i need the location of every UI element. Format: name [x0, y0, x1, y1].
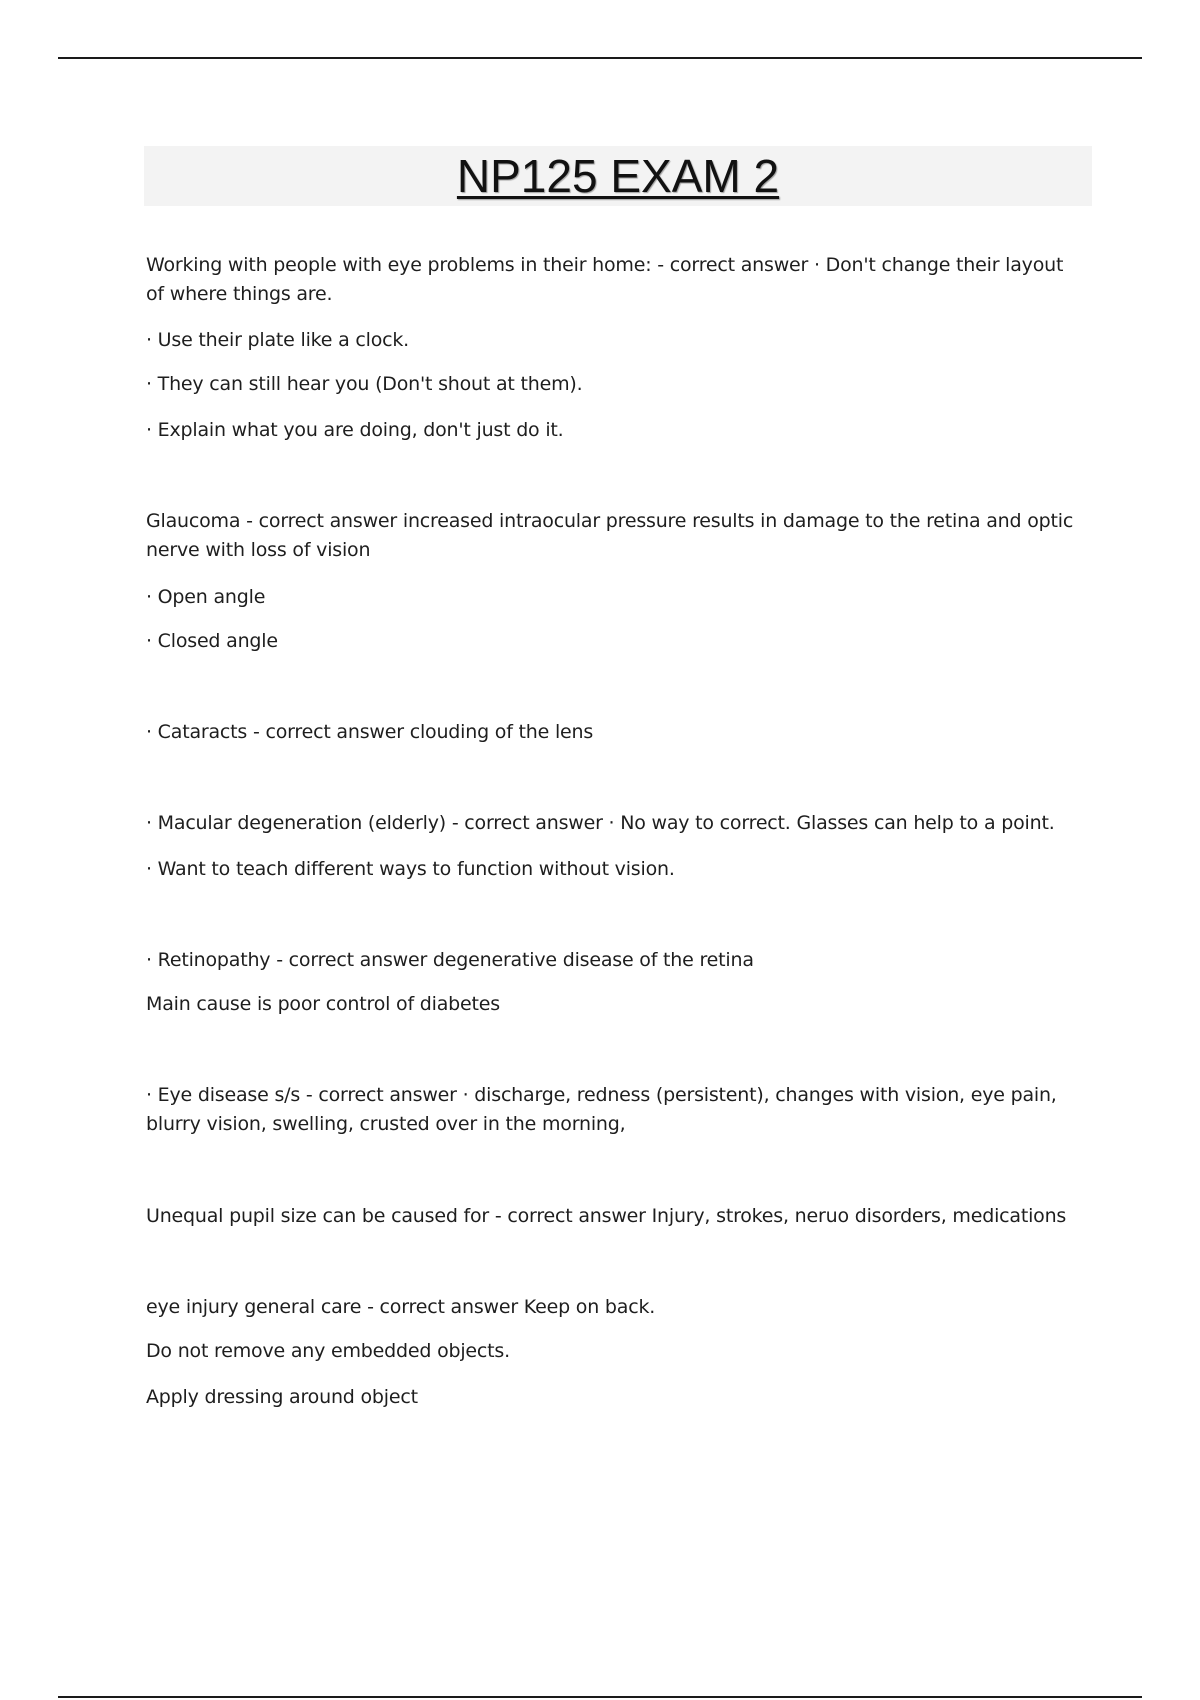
- eye-disease-question: · Eye disease s/s - correct answer · discharge, redness (persistent), changes with vision, eye pain, blurry vision, swelling, crusted over in the morning,: [146, 1084, 1057, 1135]
- macular-question: · Macular degeneration (elderly) - correct answer · No way to correct. Glasses can help to a point.: [146, 812, 1055, 834]
- eye-home-question: Working with people with eye problems in their home: - correct answer · Don't change their layout of where things are.: [146, 254, 1064, 305]
- eye-home-bullet-1: · Use their plate like a clock.: [146, 329, 410, 351]
- injury-question: eye injury general care - correct answer Keep on back.: [146, 1296, 656, 1318]
- macular-bullet-1: · Want to teach different ways to function without vision.: [146, 858, 675, 880]
- retinopathy-bullet-1: Main cause is poor control of diabetes: [146, 993, 500, 1015]
- eye-home-bullet-2: · They can still hear you (Don't shout at them).: [146, 373, 583, 395]
- cataracts-question: · Cataracts - correct answer clouding of the lens: [146, 721, 594, 743]
- glaucoma-bullet-2: · Closed angle: [146, 630, 278, 652]
- retinopathy-question: · Retinopathy - correct answer degenerative disease of the retina: [146, 949, 754, 971]
- pupil-question: Unequal pupil size can be caused for - correct answer Injury, strokes, neruo disorders, medications: [146, 1205, 1067, 1227]
- glaucoma-question: Glaucoma - correct answer increased intraocular pressure results in damage to the retina and optic nerve with loss of vision: [146, 510, 1074, 561]
- injury-bullet-1: Do not remove any embedded objects.: [146, 1340, 510, 1362]
- top-rule: [58, 57, 1142, 59]
- title-band: [144, 146, 1092, 206]
- eye-home-bullet-3: · Explain what you are doing, don't just do it.: [146, 419, 564, 441]
- glaucoma-bullet-1: · Open angle: [146, 586, 266, 608]
- page-title: NP125 EXAM 2: [456, 150, 780, 202]
- bottom-rule: [58, 1696, 1142, 1698]
- injury-bullet-2: Apply dressing around object: [146, 1386, 418, 1408]
